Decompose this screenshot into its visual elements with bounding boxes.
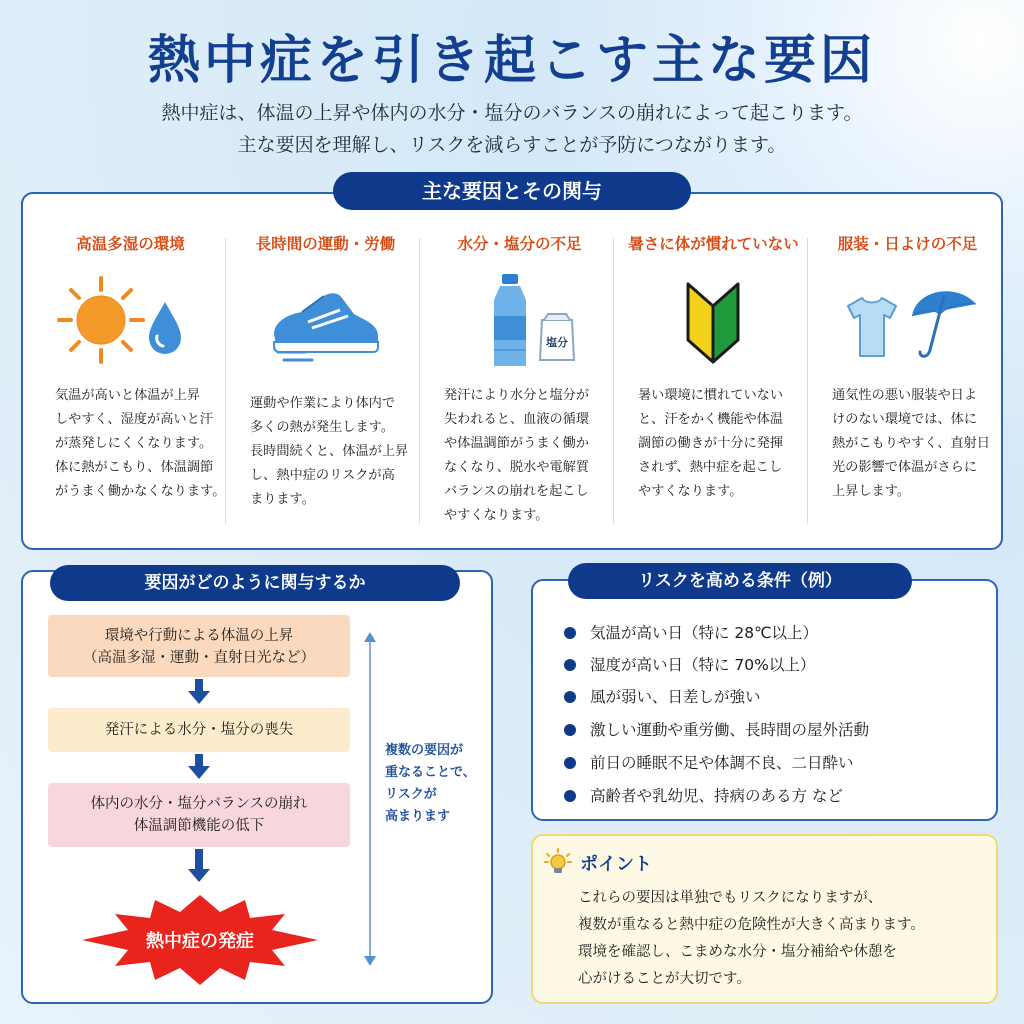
bullet-icon — [564, 724, 576, 736]
factor-column-acclimatization — [616, 194, 811, 548]
flow-step-imbalance: 体内の水分・塩分バランスの崩れ 体温調節機能の低下 — [48, 783, 350, 847]
bullet-icon — [564, 627, 576, 639]
factor-label: 暑さに体が慣れていない — [628, 235, 799, 253]
point-title: ポイント — [580, 854, 652, 875]
factor-description: 暑い環境に慣れていない と、汗をかく機能や体温 調節の働きが十分に発揮 されず、熱中症を起こし やすくなります。 — [638, 388, 784, 499]
lightbulb-icon — [544, 848, 572, 876]
down-arrow-icon — [188, 679, 210, 882]
point-text: これらの要因は単独でもリスクになりますが、 — [578, 890, 883, 906]
bullet-icon — [564, 691, 576, 703]
factor-description: 発汗により水分と塩分が 失われると、血液の循環 や体温調節がうまく働か なくなり、脱水や電解質 バランスの崩れを起こし やすくなります。 — [444, 388, 590, 523]
factor-column-clothing — [810, 194, 1005, 548]
factor-label: 高温多湿の環境 — [76, 235, 185, 253]
double-headed-arrow-icon — [364, 632, 376, 966]
point-text: 環境を確認し、こまめな水分・塩分補給や休憩を — [578, 944, 897, 960]
flow-step-fluid-loss: 発汗による水分・塩分の喪失 — [48, 708, 350, 752]
intro-line: 熱中症は、体温の上昇や体内の水分・塩分のバランスの崩れによって起こります。 — [161, 102, 863, 124]
result-label: 熱中症の発症 — [146, 931, 254, 952]
flow-section-title: 要因がどのように関与するか — [50, 565, 460, 601]
flow-step-temperature-rise: 環境や行動による体温の上昇 （高温多湿・運動・直射日光など） — [48, 615, 350, 677]
list-item: 高齢者や乳幼児、持病のある方 など — [564, 784, 843, 806]
bullet-icon — [564, 790, 576, 802]
factor-label: 水分・塩分の不足 — [457, 235, 582, 253]
factor-description: 気温が高いと体温が上昇 しやすく、湿度が高いと汗 が蒸発しにくくなります。 体に熱がこもり、体温調節 がうまく働かなくなります。 — [55, 388, 226, 499]
factor-label: 長時間の運動・労働 — [255, 235, 396, 253]
list-item: 湿度が高い日（特に 70%以上） — [564, 653, 815, 675]
factor-description: 運動や作業により体内で 多くの熱が発生します。 長時間続くと、体温が上昇 し、熱中症のリスクが高 まります。 — [250, 396, 409, 507]
list-item: 気温が高い日（特に 28℃以上） — [564, 621, 818, 643]
factors-section-title: 主な要因とその関与 — [333, 172, 691, 210]
column-divider — [613, 238, 614, 524]
intro-line: 主な要因を理解し、リスクを減らすことが予防につながります。 — [237, 134, 787, 156]
column-divider — [807, 238, 808, 524]
point-text: 心がけることが大切です。 — [578, 971, 751, 987]
bullet-icon — [564, 757, 576, 769]
salt-label: 塩分 — [546, 336, 568, 349]
risk-section-title: リスクを高める条件（例） — [568, 563, 912, 599]
tshirt-and-umbrella-icon — [810, 270, 1005, 370]
factor-description: 通気性の悪い服装や日よ けのない環境では、体に 熱がこもりやすく、直射日 光の影響で体温がさらに 上昇します。 — [832, 388, 990, 499]
list-item: 前日の睡眠不足や体調不良、二日酔い — [564, 751, 854, 773]
page-title: 熱中症を引き起こす主な要因 — [147, 31, 876, 91]
factor-label: 服装・日よけの不足 — [837, 235, 978, 253]
bullet-icon — [564, 659, 576, 671]
beginner-mark-icon — [616, 270, 811, 370]
list-item: 風が弱い、日差しが強い — [564, 685, 761, 707]
point-text: 複数が重なると熱中症の危険性が大きく高まります。 — [578, 917, 925, 933]
list-item: 激しい運動や重労働、長時間の屋外活動 — [564, 718, 869, 740]
flow-note: 複数の要因が 重なることで、 リスクが 高まります — [385, 743, 476, 824]
